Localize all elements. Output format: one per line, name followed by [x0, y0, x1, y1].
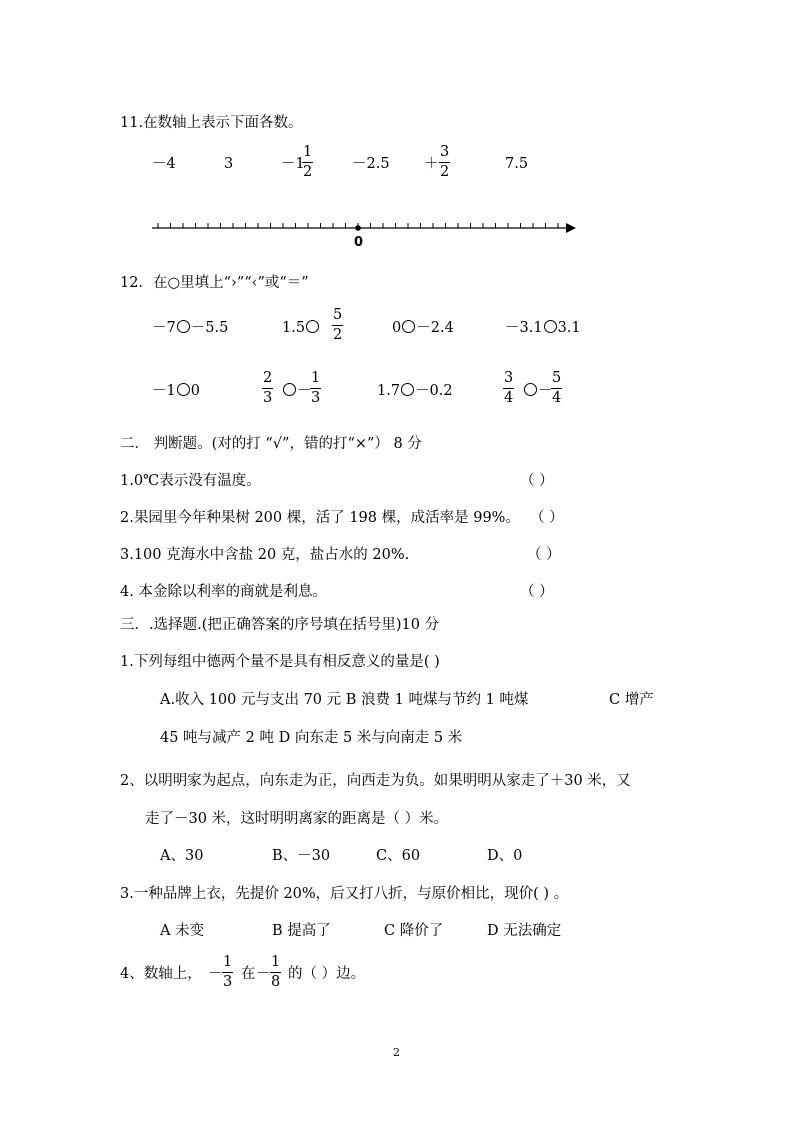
q12-compare-a1 — [152, 320, 228, 336]
section2-title: 二． 判断题。(对的打 “√”，错的打“×”） 8 分 — [120, 436, 422, 452]
denominator: 8 — [271, 973, 281, 990]
denominator: 3 — [263, 389, 273, 406]
right-value: －0.2 — [415, 383, 453, 399]
q12-b4-left-fraction — [503, 371, 514, 405]
right-value: 0 — [190, 383, 200, 399]
page-number: 2 — [393, 1046, 400, 1059]
numerator: 1 — [270, 955, 281, 973]
mc-q4-f2-sign: － — [256, 966, 271, 982]
mc-q2-option-b: B、－30 — [272, 848, 331, 864]
mc-q4-fraction-1 — [222, 955, 233, 989]
denominator: 4 — [552, 389, 562, 406]
left-value: －3.1 — [505, 320, 543, 336]
q12-compare-b2 — [282, 383, 312, 399]
numerator: 5 — [332, 308, 343, 326]
numerator: 3 — [503, 371, 514, 389]
q11-number-5-fraction — [439, 145, 450, 179]
q12-compare-b1 — [152, 383, 200, 399]
q11-title: 11.在数轴上表示下面各数。 — [120, 115, 303, 131]
tf-item-1-text: 1.0℃表示没有温度。 — [120, 473, 261, 489]
compare-circle-blank[interactable] — [544, 320, 557, 333]
mc-q2-option-a: A、30 — [160, 848, 204, 864]
compare-circle-blank[interactable] — [177, 320, 190, 333]
mc-q2-option-d: D、0 — [487, 848, 523, 864]
tf-item-2-text: 2.果园里今年种果树 200 棵，活了 198 棵，成活率是 99%。 — [120, 510, 520, 526]
sign: － — [538, 383, 553, 399]
sign: － — [297, 383, 312, 399]
compare-circle-blank[interactable] — [306, 320, 319, 333]
compare-circle-blank[interactable] — [402, 320, 415, 333]
number-line-zero-label: 0 — [354, 235, 364, 250]
mc-q3-text: 3.一种品牌上衣，先提价 20%，后又打八折，与原价相比，现价( ) 。 — [120, 886, 569, 902]
left-value: 1.5 — [282, 320, 306, 336]
number-line-arrow-icon — [566, 223, 576, 233]
numerator: 1 — [302, 145, 313, 163]
mc-q4-fraction-2 — [270, 955, 281, 989]
mc-q1-option-c: C 增产 — [609, 692, 654, 708]
q12-b2-right-fraction — [310, 371, 321, 405]
compare-circle-blank[interactable] — [177, 383, 190, 396]
q11-number-6: 7.5 — [505, 156, 529, 172]
left-value: 0 — [392, 320, 402, 336]
denominator: 4 — [504, 389, 514, 406]
q11-number-3-fraction — [302, 145, 313, 179]
mc-q4-f1-sign: － — [208, 966, 223, 982]
q11-number-2: 3 — [224, 156, 234, 172]
numerator: 3 — [439, 145, 450, 163]
denominator: 3 — [223, 973, 233, 990]
compare-circle-blank[interactable] — [401, 383, 414, 396]
mc-q3-option-d: D 无法确定 — [487, 923, 562, 939]
numerator: 1 — [310, 371, 321, 389]
tf-item-4-answer-blank[interactable]: （ ） — [520, 584, 554, 600]
q12-b4-right-fraction — [551, 371, 562, 405]
numerator: 2 — [262, 371, 273, 389]
denominator: 3 — [311, 389, 321, 406]
section3-title: 三．.选择题.(把正确答案的序号填在括号里)10 分 — [120, 617, 440, 633]
tf-item-2-answer-blank[interactable]: （ ） — [530, 510, 564, 526]
left-value: －7 — [152, 320, 176, 336]
tf-item-1-answer-blank[interactable]: （ ） — [520, 473, 554, 489]
mc-q3-option-c: C 降价了 — [384, 923, 444, 939]
q12-compare-a3 — [392, 320, 454, 336]
denominator: 2 — [333, 326, 343, 343]
mc-q4-mid: 在 — [241, 966, 256, 982]
q12-a2-fraction — [332, 308, 343, 342]
mc-q3-option-a: A 未变 — [160, 923, 205, 939]
denominator: 2 — [440, 163, 450, 180]
number-line-origin-dot — [355, 225, 361, 231]
denominator: 2 — [303, 163, 313, 180]
left-value: 1.7 — [377, 383, 401, 399]
numerator: 1 — [222, 955, 233, 973]
mc-q1-text: 1.下列每组中德两个量不是具有相反意义的量是( ) — [120, 654, 440, 670]
mc-q2-option-c: C、60 — [376, 848, 421, 864]
q12-compare-b3 — [377, 383, 453, 399]
q12-title: 12．在○里填上“›”“‹”或“＝” — [120, 275, 309, 291]
right-value: －5.5 — [190, 320, 229, 336]
compare-circle-blank[interactable] — [283, 383, 296, 396]
mc-q4-prefix: 4、数轴上， — [120, 966, 202, 982]
numerator: 5 — [551, 371, 562, 389]
mc-q4-suffix: 的（ ）边。 — [288, 966, 366, 982]
tf-item-4-text: 4. 本金除以利率的商就是利息。 — [120, 584, 327, 600]
q12-compare-a2 — [282, 320, 320, 336]
number-line — [148, 218, 580, 252]
mc-q3-option-b: B 提高了 — [272, 923, 331, 939]
q11-number-3-whole: －1 — [281, 156, 305, 172]
right-value: 3.1 — [557, 320, 581, 336]
mc-q1-options-line1: A.收入 100 元与支出 70 元 B 浪费 1 吨煤与节约 1 吨煤 — [160, 692, 529, 708]
mc-q2-line1: 2、以明明家为起点，向东走为正，向西走为负。如果明明从家走了＋30 米，又 — [120, 773, 631, 789]
q12-compare-a4 — [505, 320, 581, 336]
left-value: －1 — [152, 383, 176, 399]
right-value: －2.4 — [416, 320, 454, 336]
tf-item-3-text: 3.100 克海水中含盐 20 克，盐占水的 20%. — [120, 547, 410, 563]
tf-item-3-answer-blank[interactable]: （ ） — [527, 547, 561, 563]
compare-circle-blank[interactable] — [524, 383, 537, 396]
mc-q1-options-line2: 45 吨与减产 2 吨 D 向东走 5 米与向南走 5 米 — [160, 730, 463, 746]
q12-b2-left-fraction — [262, 371, 273, 405]
q11-number-5-sign: ＋ — [424, 156, 439, 172]
mc-q2-line2: 走了－30 米，这时明明离家的距离是（ ）米。 — [145, 811, 449, 827]
q11-number-1: －4 — [152, 156, 176, 172]
q11-number-4: －2.5 — [352, 156, 390, 172]
q12-compare-b4 — [523, 383, 553, 399]
